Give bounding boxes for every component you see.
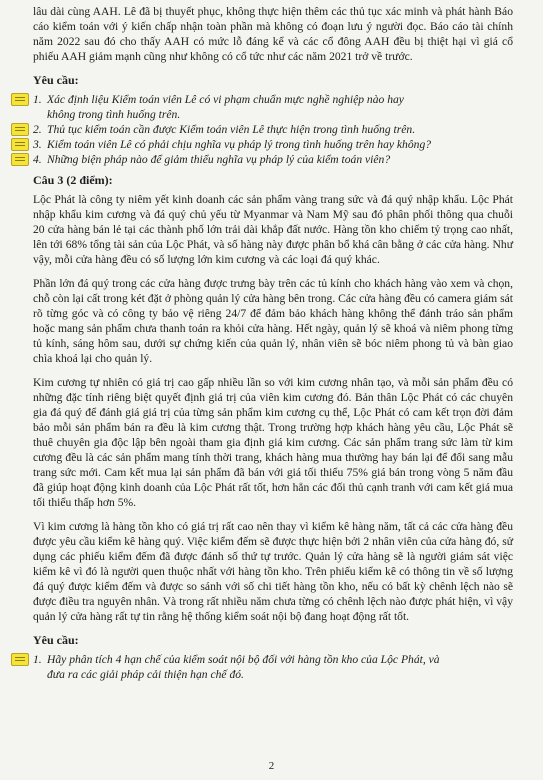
case-paragraph-3: Kim cương tự nhiên có giá trị cao gấp nhiều lần so với kim cương nhân tạo, và mỗi sản phẩm đều có những đặc tính riêng biệt quyết định giá trị của viên kim cương đó. Bản thân Lộc Phát có các chuyên gia đá quý để đánh giá giá trị của từng sản phẩm kim cương cụ thể, Lộc Phát có cam kết trọn đời đảm bảo mỗi sản phẩm bán ra đều là kim cương thật. Trong trường hợp khách hàng yêu cầu, Lộc Phát sẽ thuê chuyên gia độc lập bên ngoài tham gia định giá kim cương. Các sản phẩm trang sức làm từ kim cương đều là các sản phẩm mang tính thời trang, khách hàng mua thường hay bán lại để đổi sang mẫu trang sức mới. Cam kết mua lại sản phẩm đã bán với giá tối thiểu 75% giá bán trong vòng 5 năm đầu đã giúp hoạt động kinh doanh của Lộc Phát rất tốt, hơn hẳn các đối thủ cạnh tranh với cam kết giá mua tối thiểu thấp hơn 5%. <box>33 376 513 509</box>
requirements-list-2 <box>33 652 513 682</box>
sticky-note-icon[interactable] <box>11 93 29 106</box>
requirement-item <box>33 652 513 682</box>
item-number: 1. <box>33 93 42 106</box>
page-number: 2 <box>268 760 275 772</box>
requirements-heading-2: Yêu cầu: <box>33 633 79 647</box>
item-text: Thủ tục kiểm toán cần được Kiểm toán viên Lê thực hiện trong tình huống trên. <box>47 123 416 136</box>
item-text-continued: đưa ra các giải pháp cải thiện hạn chế đó. <box>47 668 244 681</box>
sticky-note-icon[interactable] <box>11 138 29 151</box>
sticky-note-icon[interactable] <box>11 153 29 166</box>
requirements-list-1 <box>33 92 513 167</box>
requirement-item <box>33 152 513 167</box>
item-number: 4. <box>33 153 42 166</box>
item-text: Hãy phân tích 4 hạn chế của kiểm soát nội bộ đối với hàng tồn kho của Lộc Phát, và <box>47 653 440 666</box>
case-paragraph-1: Lộc Phát là công ty niêm yết kinh doanh các sản phẩm vàng trang sức và đá quý nhập khẩu. Lộc Phát nhập khẩu kim cương và đá quý chủ yếu từ Myanmar và Nam Mỹ sau đó phân phối thông qua chuỗi 20 cửa hàng bán lẻ tại các thành phố lớn trải dài khắp đất nước. Hàng tồn kho chiếm tỷ trọng cao nhất, lên tới 68% tổng tài sản của Lộc Phát, và số hàng này được phân bổ khá cân bằng ở các cửa hàng. Như vậy, mỗi cửa hàng đều có số lượng lớn kim cương và các loại đá quý khác. <box>33 193 513 266</box>
item-text: Những biện pháp nào để giảm thiểu nghĩa vụ pháp lý của kiểm toán viên? <box>47 153 391 166</box>
item-text: Xác định liệu Kiểm toán viên Lê có vi phạm chuẩn mực nghề nghiệp nào hay <box>47 93 404 106</box>
question-3-heading: Câu 3 (2 điểm): <box>33 173 113 187</box>
item-number: 2. <box>33 123 42 136</box>
requirement-item <box>33 92 513 122</box>
item-number: 3. <box>33 138 42 151</box>
requirement-item <box>33 137 513 152</box>
sticky-note-icon[interactable] <box>11 123 29 136</box>
case-paragraph-4: Vì kim cương là hàng tồn kho có giá trị rất cao nên thay vì kiểm kê hàng năm, tất cả các cửa hàng đều được yêu cầu kiểm kê hàng quý. Việc kiểm đếm sẽ được thực hiện bởi 2 nhân viên của cửa hàng đó, sử dụng các phiếu kiểm đếm đã được đánh số thứ tự trước. Quản lý cửa hàng sẽ là người giám sát việc kiểm kê vì đó là người quen thuộc nhất với hàng tồn kho. Trên phiếu kiểm kê có thông tin về số lượng đá quý được kiểm đếm và được so sánh với số chi tiết hàng tồn kho, nếu có bất kỳ chênh lệch nào sẽ được điều tra nguyên nhân. Và trong rất nhiều năm chưa từng có chênh lệch nào được phát hiện, vì vậy quản lý cửa hàng rất tự tin rằng hệ thống kiểm soát nội bộ đang hoạt động rất tốt. <box>33 520 513 623</box>
sticky-note-icon[interactable] <box>11 653 29 666</box>
case-paragraph-2: Phần lớn đá quý trong các cửa hàng được trưng bày trên các tủ kính cho khách hàng vào xem và chọn, chỗ còn lại cất trong két đặt ở phòng quản lý cửa hàng bên trong. Các cửa hàng đều có camera giám sát rõ từng góc và có công ty bảo vệ riêng 24/7 để đảm bảo khách hàng không thể đánh tráo sản phẩm hoặc mang sản phẩm chưa thanh toán ra khỏi cửa hàng. Hết ngày, quản lý sẽ khoá và niêm phong từng tủ kính, sáng hôm sau, dưới sự chứng kiến của quản lý, nhân viên sẽ bóc niêm phong tủ và bàn giao chìa khoá lại cho quản lý. <box>33 277 513 365</box>
item-text: Kiểm toán viên Lê có phải chịu nghĩa vụ pháp lý trong tình huống trên hay không? <box>47 138 432 151</box>
requirements-heading-1: Yêu cầu: <box>33 73 79 87</box>
requirement-item <box>33 122 513 137</box>
item-text-continued: không trong tình huống trên. <box>47 108 181 121</box>
intro-paragraph: lâu dài cùng AAH. Lê đã bị thuyết phục, không thực hiện thêm các thủ tục xác minh và phát hành Báo cáo kiểm toán với ý kiến chấp nhận toàn phần mà không có đoạn lưu ý người đọc. Báo cáo tài chính năm 2022 sau đó cho thấy AAH có mức lỗ đáng kể và các cổ đông AAH đều bị thiệt hại vì giá cổ phiếu AAH giảm mạnh cũng như không có cổ tức như các năm 2021 trở về trước. <box>33 5 513 63</box>
item-number: 1. <box>33 653 42 666</box>
